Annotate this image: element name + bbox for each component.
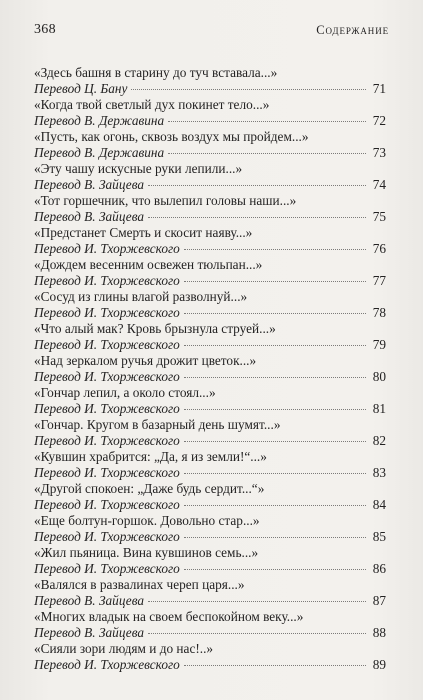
poem-first-line: «Многих владык на своем беспокойном веку...»	[34, 609, 304, 624]
poem-first-line: «Эту чашу искусные руки лепили...»	[34, 161, 243, 176]
toc-entry	[34, 641, 386, 673]
toc-entry	[34, 321, 386, 353]
toc-entry	[34, 385, 386, 417]
poem-first-line: «Сияли зори людям и до нас!..»	[34, 641, 214, 656]
translator-row	[34, 561, 386, 577]
poem-first-line: «Еще болтун-горшок. Довольно стар...»	[34, 513, 260, 528]
poem-first-line: «Что алый мак? Кровь брызнула струей...»	[34, 321, 276, 336]
translator-row	[34, 209, 386, 225]
toc-page-number: 76	[372, 241, 386, 256]
toc-entry	[34, 577, 386, 609]
toc-page-number: 89	[372, 657, 386, 672]
poem-first-line: «Дождем весенним освежен тюльпан...»	[34, 257, 263, 272]
dot-leader	[184, 249, 366, 250]
dot-leader	[184, 377, 366, 378]
dot-leader	[184, 505, 366, 506]
translator-credit: Перевод И. Тхоржевского	[34, 657, 180, 672]
toc-page-number: 84	[372, 497, 386, 512]
translator-credit: Перевод И. Тхоржевского	[34, 497, 180, 512]
translator-row	[34, 145, 386, 161]
poem-first-line: «Валялся в развалинах череп царя...»	[34, 577, 245, 592]
toc-page-number: 71	[372, 81, 386, 96]
translator-row	[34, 369, 386, 385]
dot-leader	[148, 217, 366, 218]
poem-first-line: «Жил пьяница. Вина кувшинов семь...»	[34, 545, 259, 560]
toc-entry	[34, 97, 386, 129]
translator-row	[34, 657, 386, 673]
toc-entry	[34, 449, 386, 481]
dot-leader	[184, 569, 366, 570]
dot-leader	[184, 665, 366, 666]
toc-page-number: 78	[372, 305, 386, 320]
running-head	[34, 22, 389, 44]
toc-entry	[34, 225, 386, 257]
toc-entry	[34, 257, 386, 289]
dot-leader	[184, 473, 366, 474]
poem-first-line: «Другой спокоен: „Даже будь сердит...“»	[34, 481, 265, 496]
toc-page-number: 83	[372, 465, 386, 480]
translator-row	[34, 337, 386, 353]
dot-leader	[148, 633, 366, 634]
translator-credit: Перевод И. Тхоржевского	[34, 241, 180, 256]
poem-first-line: «Гончар лепил, а около стоял...»	[34, 385, 216, 400]
dot-leader	[184, 345, 366, 346]
dot-leader	[148, 601, 366, 602]
dot-leader	[184, 281, 366, 282]
poem-first-line: «Гончар. Кругом в базарный день шумят...»	[34, 417, 281, 432]
toc-entry	[34, 129, 386, 161]
toc-entry	[34, 289, 386, 321]
toc-entry	[34, 545, 386, 577]
toc-page-number: 79	[372, 337, 386, 352]
dot-leader	[184, 409, 366, 410]
toc-page-number: 81	[372, 401, 386, 416]
translator-row	[34, 273, 386, 289]
translator-row	[34, 81, 386, 97]
poem-first-line: «Предстанет Смерть и скосит наяву...»	[34, 225, 253, 240]
translator-credit: Перевод И. Тхоржевского	[34, 401, 180, 416]
translator-credit: Перевод И. Тхоржевского	[34, 529, 180, 544]
translator-row	[34, 529, 386, 545]
poem-first-line: «Тот горшечник, что вылепил головы наши...»	[34, 193, 297, 208]
section-title: Содержание	[316, 23, 389, 37]
translator-row	[34, 433, 386, 449]
toc-entry	[34, 65, 386, 97]
translator-credit: Перевод В. Зайцева	[34, 177, 145, 192]
translator-credit: Перевод В. Державина	[34, 113, 165, 128]
toc-page-number: 77	[372, 273, 386, 288]
toc-entry	[34, 417, 386, 449]
toc-page-number: 80	[372, 369, 386, 384]
translator-row	[34, 305, 386, 321]
toc-entry	[34, 353, 386, 385]
dot-leader	[168, 121, 366, 122]
translator-credit: Перевод И. Тхоржевского	[34, 273, 180, 288]
translator-credit: Перевод И. Тхоржевского	[34, 369, 180, 384]
toc-page-number: 85	[372, 529, 386, 544]
translator-credit: Перевод В. Зайцева	[34, 625, 145, 640]
dot-leader	[148, 185, 366, 186]
page-number: 368	[34, 22, 56, 37]
translator-credit: Перевод И. Тхоржевского	[34, 433, 180, 448]
toc-page-number: 88	[372, 625, 386, 640]
toc-page-number: 74	[372, 177, 386, 192]
toc-page-number: 73	[372, 145, 386, 160]
poem-first-line: «Сосуд из глины влагой разволнуй...»	[34, 289, 248, 304]
toc-page-number: 86	[372, 561, 386, 576]
translator-credit: Перевод Ц. Бану	[34, 81, 128, 96]
translator-row	[34, 113, 386, 129]
toc-entry	[34, 161, 386, 193]
translator-credit: Перевод В. Зайцева	[34, 593, 145, 608]
toc-entry	[34, 193, 386, 225]
dot-leader	[184, 313, 366, 314]
translator-row	[34, 401, 386, 417]
toc-entry	[34, 609, 386, 641]
poem-first-line: «Когда твой светлый дух покинет тело...»	[34, 97, 270, 112]
toc-entry	[34, 513, 386, 545]
table-of-contents	[34, 65, 386, 673]
poem-first-line: «Пусть, как огонь, сквозь воздух мы пройдем...»	[34, 129, 309, 144]
toc-page-number: 82	[372, 433, 386, 448]
translator-row	[34, 593, 386, 609]
translator-row	[34, 241, 386, 257]
translator-credit: Перевод И. Тхоржевского	[34, 305, 180, 320]
translator-credit: Перевод В. Зайцева	[34, 209, 145, 224]
translator-credit: Перевод И. Тхоржевского	[34, 465, 180, 480]
poem-first-line: «Над зеркалом ручья дрожит цветок...»	[34, 353, 257, 368]
toc-entry	[34, 481, 386, 513]
dot-leader	[131, 89, 366, 90]
dot-leader	[168, 153, 366, 154]
translator-row	[34, 465, 386, 481]
translator-row	[34, 497, 386, 513]
toc-page-number: 72	[372, 113, 386, 128]
translator-credit: Перевод И. Тхоржевского	[34, 561, 180, 576]
translator-credit: Перевод В. Державина	[34, 145, 165, 160]
dot-leader	[184, 441, 366, 442]
poem-first-line: «Здесь башня в старину до туч вставала...»	[34, 65, 278, 80]
toc-page-number: 87	[372, 593, 386, 608]
translator-row	[34, 625, 386, 641]
translator-credit: Перевод И. Тхоржевского	[34, 337, 180, 352]
poem-first-line: «Кувшин храбрится: „Да, я из земли!“...»	[34, 449, 267, 464]
toc-page-number: 75	[372, 209, 386, 224]
translator-row	[34, 177, 386, 193]
dot-leader	[184, 537, 366, 538]
